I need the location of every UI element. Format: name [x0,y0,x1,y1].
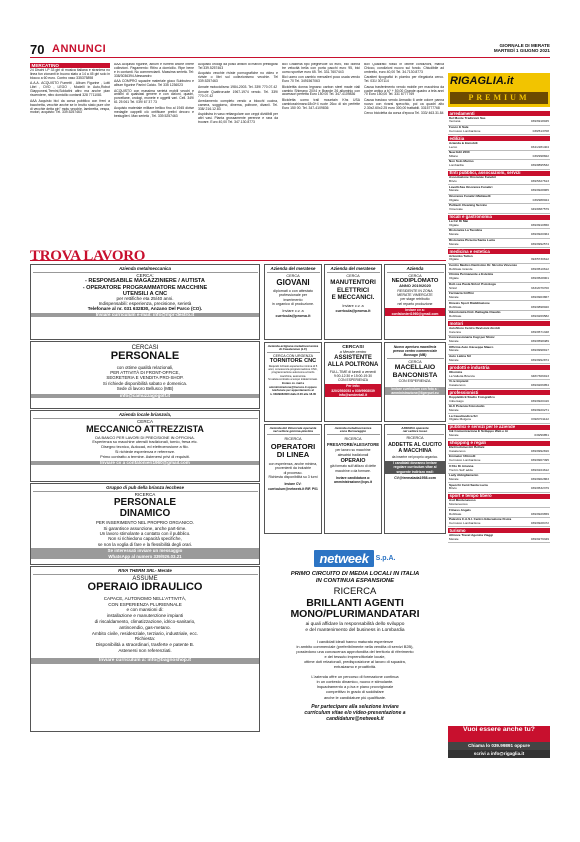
entry-name: Vi.re Impianti [449,379,469,384]
entry-place: Carenna [449,329,461,334]
logo-premium: PREMIUM [450,92,548,104]
entry-name: Azienda & Immobili [449,140,478,145]
entry-phone: 349/8387579 [530,207,549,212]
directory-entry[interactable] [448,126,550,135]
directory-entry[interactable] [448,160,550,169]
entry-place: Merate [449,339,459,344]
directory-entry[interactable] [448,518,550,527]
ad-title: OPERATORI DI LINEA [270,442,316,460]
ad-contact-label: Inviare c.v. a [282,308,304,313]
ad-addette-cucito [384,424,446,534]
netweek-tagline: PRIMO CIRCUITO DI MEDIA LOCALI IN ITALIA IN CONTINUA ESPANSIONE [290,571,420,584]
entry-place: Olgiate [449,222,459,227]
entry-name: La Casalmodica Srl [449,413,478,418]
entry-phone: 039/9532379 [530,486,549,491]
entry-name: La Ca' Di Mai [449,219,469,224]
directory-heading: professionisti [448,390,550,395]
ad-contact-bar[interactable]: Inviare cv a confalonieri1960@gmail.com [31,461,259,466]
mercatino-column-1 [30,63,110,243]
ad-cerca: RICERCA [406,436,424,441]
ad-contact-bar[interactable]: Inviare curriculum con foto a : amministrazione@ilgerpuri.eu [385,387,445,395]
ad-header: Gruppo di pub della brianza lecchese [33,486,258,492]
classified-ad: Aspidistra in vaso rettangolare con ceppi dividibili per altri vasi. Pianta grossamente perenne e rara da trovare. Euro 40,00 Tel. 347.130.8773 [198,112,278,125]
entry-phone: 039/9920416 [530,398,549,403]
ad-contact-bar[interactable] [385,308,445,317]
entry-phone: 039/9992816 [530,448,549,453]
classified-ad: Acquisto vecchie riviste pornografiche no video e riviste o libri sul collezionismo vecchie. Tel 339.5257463 [198,71,278,84]
entry-name: Doppleblick Studio Fotografico [449,394,495,399]
entry-phone: 348/7306913 [530,373,549,378]
ad-cerca: CERCA CON URGENZA [273,354,313,359]
entry-name: Specchi Centi Santa Lucia [449,482,488,487]
directory-heading: locali e gastronomia [448,215,550,220]
directory-heading: motori [448,321,550,326]
ad-cerca: RICERCA [344,437,362,442]
section-title: ANNUNCI [52,43,107,55]
directory-entry[interactable] [448,380,550,389]
ad-body-2: già formato sull'utilizzo di dette macchine o da formare. [329,464,377,473]
directory-heading: pubblici e servizi per le aziende [448,425,550,430]
directory-entry[interactable] [448,336,550,345]
entry-name: Ristorante La Tavolina [449,228,482,233]
entry-phone: 0341/281404 [530,144,549,149]
ad-cerca: CERCA [286,273,300,278]
classified-ad: Bici Graziella tipo pieghevole 45 euro, bici donna tre velocità bella con porta pacchi euro 95, bici uomo sportive euro 65. Tel. 331.7607443 [282,63,360,74]
directory-entry[interactable] [448,533,550,542]
ad-cerca: RICERCA [134,491,156,497]
entry-place: Merate [449,408,459,413]
ad-header: Azienda artigiana metalmeccanica di Casatenove (LC) [267,345,320,354]
ad-title: OPERAIO IDRAULICO [87,581,203,594]
entry-place: Trezzo Sull' adda [449,467,473,472]
entry-name: Centro Medico Dentistico Dr. Nicotra Vincenzo [449,262,518,267]
classified-ad: Cerco bicicletta da corsa d'epoca Tel. 333/ 463.31.84 [364,111,444,116]
trova-lavoro-title-bar [30,247,446,264]
entry-place: Merate [449,295,459,300]
entry-place: Olgiate [449,197,459,202]
ad-body: CAPACE, AUTONOMO NELL'ATTIVITÀ, CON ESPERIENZA PLURIENNALE e con mansioni di: installazione e manutenzione impianti di riscaldamento, climatizzazione, idrico-sanitario, antincendio, gas-metano. Ambito civile, residenziale, terziario, industriale, ecc. Richiesta: Disponibilità a straordinari, trasferte e patente B. Astenersi non referenziati. [91,595,199,653]
ad-cerca: CERCA [346,273,360,278]
entry-place: Cernusco Lombardone [449,128,481,133]
ad-body: da inserire nel proprio organico. [391,455,439,459]
entry-phone: 393/5730612 [530,257,549,262]
netweek-wordmark: netweek [314,550,373,567]
ad-header: RIVA THERM SRL- Merate [33,569,258,575]
ad-header: Azienda [387,267,444,273]
entry-name: Hi-fi Potenza Fotostudio [449,404,485,409]
ad-giovani [264,264,322,340]
netweek-subtitle: ai quali affidare la responsabilità dello sviluppo e del mantenimento del business in Lombardia [305,622,405,633]
ad-title: ADDETTE AL CUCITO A MACCHINA [388,442,442,454]
entry-place: La Valletta Brianza [449,373,475,378]
entry-place: Montenevoso [449,502,468,507]
ad-personale-dinamico [30,483,260,565]
ad-contact-email[interactable]: curricula@promo.it [335,309,371,313]
entry-name: Officina Auto Giuseppe Mauro [449,344,494,349]
promo-phone[interactable]: Chiama lo 039.99891 oppure [448,742,550,750]
mercatino-column-5 [364,63,444,243]
directory-heading: Enti pubblici, associazioni, servizi [448,171,550,176]
classified-ad: Causa trasloco vendo Armadio 6 ante colore panna nuovo con rivarsi specchio, poi ca quadri alto 2.30x2.60x2.25 euro 300,00 trattabili. 3315777768 [364,97,444,110]
ad-subtitle: a Merate centro [339,349,367,354]
entry-place: Casatenovo [449,448,466,453]
ad-macellaio-banconista [384,342,446,422]
entry-place: Robbiate [449,304,462,309]
promo-email[interactable]: scrivi a info@rigaglia.it [448,750,550,758]
classified-ad: Biciclettta donna legnano carbon steel made viali cambio Shimano 20X4 e Brande 26 alluminio con accessori perfetta Euro 150 00 Tel. 347-4109836 [282,84,360,97]
entry-name: Clinica Permanente e Estetica [449,272,494,277]
ad-netweek [264,548,446,728]
ad-contact-email: confalonieri1960@gmail.com [391,311,439,316]
entry-place: Lombardia [449,163,464,168]
entry-phone: 039/988024 [532,197,549,202]
directory-heading: medicina e estetica [448,249,550,254]
ad-fresatore-alesatore [324,424,382,534]
directory-entry[interactable] [448,239,550,248]
entry-place: Merate [449,232,459,237]
classified-ad: Bici uomo con cambio mercalieri poco usata vendo Euro 70 Tel. 3491567063 [282,75,360,84]
ad-contact[interactable]: Inviare CV: curriculum@netweek.it RIF. P01 [268,482,318,491]
promo-banner[interactable] [448,726,550,742]
ad-header: Azienda metalmeccanica [33,267,258,273]
entry-place: Vimercate [449,207,463,212]
ad-header: Azienda locale brianzola, [33,413,258,419]
ad-cerca: RICERCA [284,437,302,442]
directory-heading: sport e tempo libero [448,494,550,499]
entry-phone: 039/9920364 [530,232,549,237]
directory-heading: shopping e regali [448,441,550,446]
directory-entry[interactable] [448,176,550,185]
entry-phone: 039/513708 [532,128,549,133]
entry-name: Artioniko Tatton [449,253,473,258]
entry-name: Elettrodomestici Bollani [449,444,485,449]
directory-heading: edilizia [448,136,550,141]
ad-contact-bar[interactable]: Per info: 320/2592053 o 039/9908039 info@smdentall.it [325,384,381,397]
entry-place: Milano [449,153,459,158]
ad-header: Azienda metalmeccanica zona Bernareggio [327,427,380,436]
newspaper-name: GIORNALE DI MERATE [499,43,550,48]
ad-header: Azienda del meratese [267,267,320,273]
entry-phone: 039/9528001 [530,276,549,281]
newspaper-masthead [494,43,550,54]
netweek-offer: L'azienda offre un percorso di formazione continua in un contesto dinamico, nuovo e stimolante. Inquadramento a p.iva e piano provvigionale competitivo in grado di soddisfare anche le candidature più qualificate. [311,674,399,700]
ad-contact-label: Inviare cv a: [405,307,425,312]
entry-name: Del Monte Tradizioni Sas [449,115,486,120]
entry-place: Brivio [449,179,457,184]
entry-place: Robbiate [449,313,462,318]
entry-name: Associazione Onoranze Funebri [449,175,497,180]
page-header [30,43,550,58]
ad-cercasi: CERCASI [131,344,159,351]
ad-title: PERSONALE DINAMICO [113,497,177,520]
ad-body-2: I candidati dovranno inviare regolare curriculum vitae al seguente indirizzo mail: [385,461,445,474]
ad-body: diplomati o con attestato professionale per inserimento in organico di produzione. [271,288,315,307]
entry-phone: 039/9898020 [530,304,549,309]
ad-contact-bar[interactable]: info@camuzzagogolf.it [31,394,259,399]
ad-contact[interactable]: Inviare cv. mail a amministrazione@trecuox.it oppure telefonare per appuntamento al n. 039/9963360 dalle 8.00 alle 18.00 [269,381,317,396]
entry-phone: 039/9279349 [530,536,549,541]
ad-title: MECCANICO ATTREZZISTA [86,424,204,435]
ad-meccanico [30,410,260,482]
entry-name: Ink Comunicazione E Sviluppo Web e Ar [449,429,509,434]
page-number: 70 [30,42,45,57]
ad-contact[interactable]: Inviare candidatura a: amministrazione@cps.it [334,475,372,484]
directory-entry[interactable] [448,405,550,414]
directory-entry[interactable] [448,455,550,464]
mercatino-column-2 [114,63,194,243]
ad-body: DA BANCO PER LAVORI DI PRECISIONE IN OFFICINA. Esperienza su macchine utensili tradizionali, tornio, fresa etc. Disegno tecnico, Autocad, ed elettroerosione a filo. Si richiede esperienza e referenze. Primo contratto a termine. Astenersi privi di requisiti. [92,434,198,459]
ad-subtitle: ANNO 2019/2020 [399,283,431,289]
ad-cerca: CERCA: [136,272,154,278]
ad-body: FULL-TIME di lunedì a venerdì 9:00-12:30 e 15:00-19:30 CON ESPERIENZA [329,369,377,383]
ad-assistente-poltrona [324,342,382,422]
entry-phone: 039/9510612 [530,266,549,271]
entry-name: Dott.ssa Paola Sirtori Psicologa [449,281,496,286]
entry-name: Lavelli-Sas Onoranze Funebri [449,184,493,189]
ad-cerca: CERCA [408,359,422,364]
entry-place: Merate [449,477,459,482]
entry-phone: 039/9992874 [530,357,549,362]
ad-header: Azienda del Vimercate operante nel settore gomma-plastica [267,427,320,436]
entry-phone: 039/9910650 [530,222,549,227]
ad-header: Nuovo apertura macelleria presso centro commerciale Bussago (MB) [387,345,444,359]
directory-entry[interactable] [448,292,550,301]
entry-phone: 039/9269582 [530,313,549,318]
entry-place: Casatenovo [449,382,466,387]
issue-date: MARTEDÌ 1 GIUGNO 2021 [493,48,550,54]
ad-contact-label: Inviare c.v. a [342,304,364,309]
entry-name: AutoStore Centro Revisioni Airoldi [449,325,500,330]
entry-name: Odontoiatra Dott. Battaglia Claudio [449,310,501,315]
entry-place: Sirtori [449,285,458,290]
entry-name: Farmacia Griffini [449,291,474,296]
entry-phone: 039/6918045 [530,119,549,124]
ad-body: con ottime qualità relazionali, PER ATTIVITÀ DI FRONT-OFFICE, SEGRETERIA E VENDITA PRO-SHOP. Si richiede disponibilità sabato e domenica. Sede di lavoro Bellusco (MB) [102,364,188,392]
ad-phone: Telefonare al nr. 031 632830, Anzano Del Parco (CO). [87,305,203,311]
entry-phone: 039/9571348 [530,329,549,334]
classified-ad: 24 Dischi LP 33 giri di musica italiana e straniera no linea fun zionanti in buono stato a 14 a 45 giri solo in blocco a 60 euro. Contro vaso 335375898 [30,68,110,81]
entry-name: Non Solo Marmo [449,159,474,164]
netweek-spa: S.p.A. [375,555,396,562]
entry-name: Auto Latina Srl [449,353,472,358]
directory-entry[interactable] [448,499,550,508]
ad-body: con esperienza, anche minima, provenienti da industrie di processo. Richiesta disponibilità su 3 turni [268,461,318,480]
entry-phone: 039/998822 [532,153,549,158]
entry-phone: 039/5327613 [530,179,549,184]
entry-place: Merate [449,188,459,193]
ad-manutentori [324,264,382,340]
netweek-title: BRILLANTI AGENTI MONO/PLURIMANDATARI [290,596,420,620]
classified-ad: Arredamento completo vendo a blocchi cucina, camera, soggiorno, dinerna, poltrone, divanii. Tel. 338/ 216.12.83 [198,99,278,112]
entry-name: New Edil 2000 [449,150,470,155]
entry-name: Onoranze Funebri Mattavelli [449,193,491,198]
ad-title: FRESATORE/ALESATORE [326,442,380,447]
business-directory [448,110,550,722]
ad-personale [30,341,260,409]
ad-tornitore-cnc [264,342,322,422]
mercatino-column-4 [282,63,360,243]
entry-phone: 039/9164612 [530,467,549,472]
ad-title: MANUTENTORI ELETTRICI E MECCANICI. [330,279,376,301]
classified-ad: Bicicletta uomo trail mountain Khs USA cambiosshimano18x3+4 ruote 26cc di sin perfette Euro 150 00. Tel. 347-4109836 [282,97,360,110]
directory-heading: prodotti e industria [448,365,550,370]
entry-place: Olgiate [449,276,459,281]
classified-ad: ACQUISTO con massima serietà mobili vecchi e antichi di qualsiasi genere e con dizioni, quadri, porcellane, orologi, monete e oggetti vari. Cell. 349/ 61 25 061 Tel. 039/ 67 37 73 [114,88,194,105]
classified-ad: A.A.A. ACQUISTO Fumetti , Album Figurine , Lotti Libri , DVD , LEGO , Modelli in Auto,Robot Giapponesi,Trenini,Soldatini altro ma anche pian riscendere, nitro domicilio contanti 328 7711081 [30,81,110,98]
directory-entry[interactable] [448,414,550,423]
directory-heading: arredamenti [448,111,550,116]
entry-phone: 333/2076700 [530,285,549,290]
ad-header: AZIENDA operante nel settore lusso [387,427,444,436]
classified-ad: Acquisto materiale militare bellico fino al 1945 divise medaglie cappelli ciò ontificare prelivi decoro e bestuglieri. Max serietà , Tel. 339.5257463 [114,105,194,118]
entry-name: Kinesis Sport Riabilitazione [449,300,490,305]
entry-name: Fuoco E Sale [449,124,469,129]
ad-header: CERCASI [342,344,364,350]
ad-title: MACELLAIO BANCONISTA [392,364,438,379]
directory-entry[interactable] [448,204,550,213]
classified-ad: Box Quadrato rosso in ottime condizioni, marca Chicco, condizioni nuovo sul fondo. Chiudibile ad ombrello, euro 40,00 Tel. 34.7130.8773 [364,63,444,74]
ad-line: per rettifiche eta 25/40 anni. [116,296,174,302]
netweek-logo[interactable] [264,550,446,567]
entry-place: Merate [449,357,459,362]
entry-place: Merate [449,348,459,353]
ad-contact-bar[interactable]: Inviare curriculum a: info@bagnoshop.it [31,658,259,665]
classified-ad: AAA COMPRO squadre materiale gioco Subbuteo e album figurine Panini Calcio. Tel 335 1236023 [114,79,194,88]
ad-contact-bar[interactable]: Se interessati inviare un messaggio WhatsApp al numero 339/926.03.21 [31,548,259,559]
ad-assume: ASSUME [132,575,158,582]
ad-contact-bar[interactable]: Inviare curriculum e-mail: info@mpr-destro.it [31,313,259,318]
ad-cerca: CERCA [136,418,154,424]
entry-phone: 039/9206954 [530,382,549,387]
mercatino-column-3 [198,63,278,243]
ad-body: CON ESPERIENZA. [398,379,432,384]
rigaglia-logo[interactable] [448,73,550,107]
ad-operaio-idraulico [30,566,260,732]
entry-place: Merate [449,536,459,541]
ad-title: ASSISTENTE ALLA POLTRONA [327,355,379,368]
entry-phone: 039/99851 [534,433,549,438]
directory-entry[interactable] [448,483,550,492]
netweek-ricerca: RICERCA [333,586,377,597]
entry-place: Cernusco Lombardone [449,458,481,463]
entry-place: Olgiate [449,257,459,262]
entry-phone: 039/9992574 [530,241,549,246]
entry-name: Emmeter Ultimolli [449,454,476,459]
entry-phone: 039/9928965 [530,188,549,193]
entry-place: Cernusco Lombardone [449,520,481,525]
entry-phone: 039/9929659 [530,511,549,516]
ad-body: RESIDENTE IN ZONA MERATE VIMERCATE per stage retribuito nel reparto produzione [397,288,433,306]
entry-name: Asd Montenevoso [449,498,476,503]
promo-headline: Vuoi essere anche tu? [463,726,535,733]
entry-place: Imbersago [449,398,464,403]
ad-body: per lavoro su macchine alesatrici tradizionali [335,448,371,457]
entry-phone: 039/9902863 [530,477,549,482]
classified-ad: Annate motociclismo 1984-2003. Tel. 339/ 770.07.42 [198,84,278,89]
entry-place: Vercana [449,119,461,124]
classified-ad: Causa trasferimento vendo mobile per macchina da cucire antico a b? + 50,00 Grande quadro a tela anni 70 Euro 150,00 Tel. 331 6777769 [364,84,444,97]
ad-cerca: CERCA [408,273,422,278]
directory-entry[interactable] [448,311,550,320]
entry-name: Puliteoh Cleaning Service [449,203,487,208]
directory-entry[interactable] [448,355,550,364]
ad-contact-email[interactable]: curricula@promo.it [275,313,311,318]
entry-phone: 039/9928472 [530,520,549,525]
entry-place: Merate [449,433,459,438]
ad-contact[interactable]: CV@tremalada1958.com [394,475,436,480]
classified-ad: Annate Quattroruote 1967-1974 vendo. Tel. 339/ 770.07.42 [198,89,278,98]
entry-place: Lecco [449,144,458,149]
ad-title: PERSONALE [110,350,180,363]
entry-name: Oliomica [449,369,463,374]
entry-place: Merate [449,241,459,246]
entry-phone: 039/9701122 [531,417,549,422]
classified-ad: Acquisto orologi da polso antichi di marchi prestigiosi Tel 339.5257463 [198,63,278,70]
entry-phone: 039/8895532 [530,163,549,168]
netweek-requirements: I candidati ideali hanno maturato esperienze in ambito commerciale (preferibilmente nella vendita di servizi B2B), possiedono una conoscenza approfondita del territorio di riferimento e del tessuto imprenditoriale locale, ottime doti relazionali, predisposizione al lavoro di squadra, entusiasmo e proattività. [296,638,414,670]
ad-body: Requisiti richiesti esperienza minima di 5 anni, conoscenza programmazione CNC, programmazione autonoma a bordo macchina, autonomia. Si valuta contratto a tempo indeterminato. [268,364,318,382]
directory-heading: turismo [448,528,550,533]
classified-ad: AAA Acquisto figurine, album e fumetti anche intere collezioni. Pagamento: Ritiro a domicilio. Ripe bene e in contanti. No commercianti. Massima serietà. Tel: 338/3036394 Alessandro [114,63,194,78]
entry-phone: 039/9903867 [530,295,549,300]
entry-phone: 039/9598489 [530,339,549,344]
directory-entry[interactable] [448,430,550,439]
entry-place: Robbiate [449,511,462,516]
trova-lavoro-title: TROVA LAVORO [30,248,146,264]
ad-neodiplomato [384,264,446,340]
logo-wordmark: RIGAGLIA.it [450,75,514,87]
entry-name: Allinore Travel Agenzia Viaggi [449,532,494,537]
entry-name: Fitness Angels [449,507,471,512]
entry-name: Lady Abbigliamento [449,473,479,478]
netweek-contact[interactable]: Per partecipare alla selezione inviare curriculum vitae e/o video-presentazione a candidature@netweek.it [304,703,406,723]
ad-line: Indispensabili: esperienza, precisione, serietà [98,301,192,306]
entry-phone: 039/9920271 [530,408,549,413]
directory-entry[interactable] [448,474,550,483]
mercatino-heading: MERCATINO [30,63,110,68]
ad-title: TORNITORE CNC [269,358,317,364]
ad-metalmeccanica [30,264,260,340]
entry-place: Robbiate Grande [449,266,473,271]
entry-place: Olgiate Molgora [449,417,471,422]
ad-body: PER INSERIMENTO NEL PROPRIO ORGANICO. Si garantisce assunzione, anche part-time. Un lavoro stimolante a contatto con il pubblico. Non si richiedono capacità specifiche, se non la voglia di fare e la flessibilità degli orari. [95,520,195,547]
ad-title: NEODIPLOMATO [391,278,439,285]
ad-header: Azienda del meratese [327,267,380,273]
ad-title: GIOVANI [276,278,310,288]
classified-ad: Caratteri tipografici in piombo per rilegatoria cerco. Tel. 031/ 307114 [364,75,444,84]
entry-phone: 039/9998917 [530,348,549,353]
ad-positions: - RESPONSABILE MAGAZZINIERE / AUTISTA - OPERATORE PROGRAMMATORE MACCHINE UTENSILI A CNC [82,278,208,297]
entry-name: Palestra C.A.S.I. Centro Educazione Fisica [449,517,512,522]
classified-ad: AAA Acquisto bici da corsa pubblico con freni a bacchetta, vecchie anche se in brutto stato pure che di vecchie detta pin" motu vecchie, lambretta, vespa, motori, acquisto: Tel. 339.5257463 [30,98,110,115]
entry-name: Ristorante Pizzeria Santa Lucia [449,237,495,242]
entry-name: Concessionaria Cagi per Motor [449,335,495,340]
ad-subtitle: OPERAIO [340,457,366,464]
ad-operatori-linea [264,424,322,534]
entry-name: Il Filo Di Arianna [449,463,474,468]
entry-place: Brivio [449,486,457,491]
entry-phone: 039/9907495 [530,458,549,463]
